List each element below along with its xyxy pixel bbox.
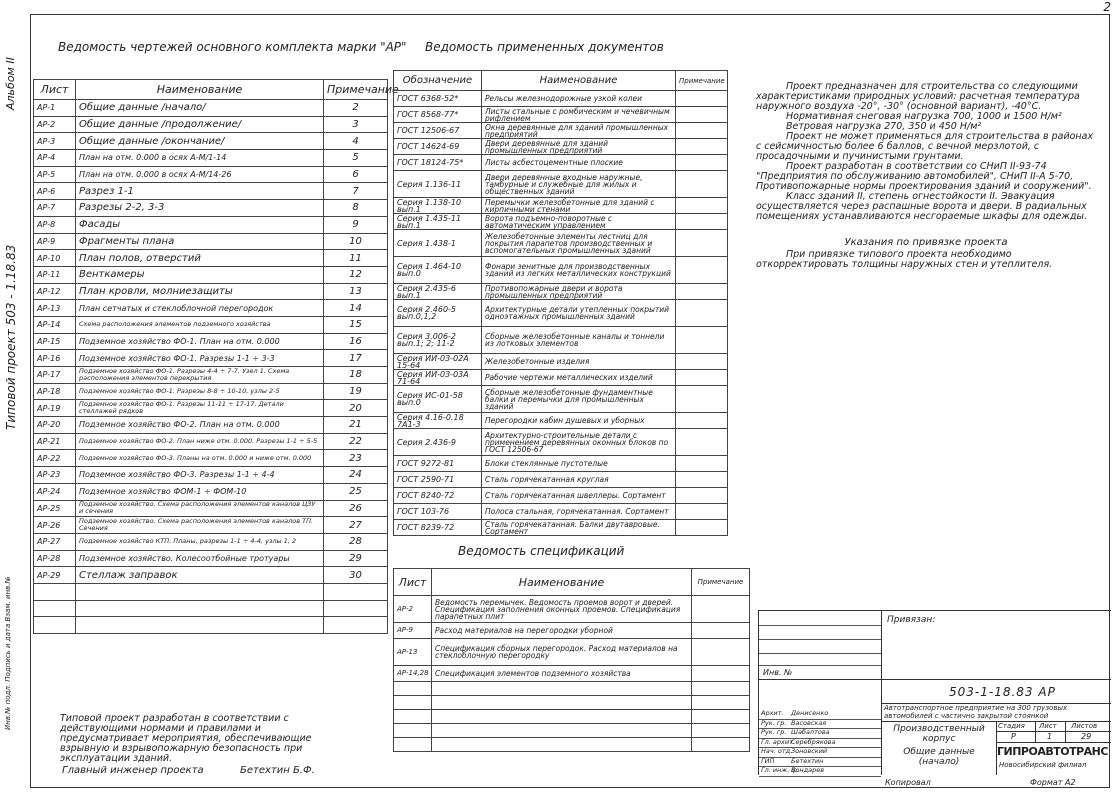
drawing-name: Подземное хозяйство ФО-1. Разрезы 4-4 ÷ 7-7. Узел 1. Схема расположения элементов перекрытия bbox=[76, 367, 324, 384]
drawing-note: 23 bbox=[324, 450, 388, 467]
drawing-sheet: АР-25 bbox=[34, 500, 76, 517]
drawing-sheet: АР-26 bbox=[34, 517, 76, 534]
drawing-name: Общие данные /начало/ bbox=[76, 100, 324, 117]
table-row bbox=[394, 386, 728, 413]
drawing-name: Подземное хозяйство ФО-3. Разрезы 1-1 ÷ 4-4 bbox=[76, 467, 324, 484]
doc-note bbox=[676, 456, 728, 472]
spec-name: Спецификация сборных перегородок. Расход материалов на стеклоблочную перегородку bbox=[432, 639, 692, 666]
doc-name: Железобетонные элементы лестниц для покрытия парапетов производственных и вспомогательных промышленных зданий bbox=[482, 230, 676, 257]
page-number: 2 bbox=[1103, 0, 1111, 14]
specs-table bbox=[393, 568, 750, 752]
doc-name: Фонари зенитные для производственных зданий из легких металлических конструкций bbox=[482, 257, 676, 284]
table-row bbox=[394, 429, 728, 456]
table-row bbox=[34, 400, 388, 417]
table-row bbox=[394, 230, 728, 257]
side-label-inventory: Инв.№ подл. Подпись и дата Взам. инв.№ bbox=[4, 576, 12, 730]
doc-name: Архитектурно-строительные детали с применением деревянных оконных блоков по ГОСТ 12506-67 bbox=[482, 429, 676, 456]
drawing-sheet: АР-9 bbox=[34, 233, 76, 250]
table-row bbox=[34, 216, 388, 233]
inv-label: Инв. № bbox=[763, 668, 793, 677]
table-row bbox=[34, 417, 388, 434]
spec-note bbox=[692, 666, 750, 682]
stage-value: Р bbox=[1011, 732, 1016, 741]
table-row bbox=[34, 166, 388, 183]
drawing-sheet: АР-23 bbox=[34, 467, 76, 484]
drawing-sheet: АР-28 bbox=[34, 550, 76, 567]
drawing-note: 28 bbox=[324, 533, 388, 550]
drawings-table bbox=[33, 79, 399, 634]
doc-code: Серия 1.464-10 вып.0 bbox=[394, 257, 482, 284]
doc-name: Сталь горячекатанная. Балки двутавровые. Сортамент bbox=[482, 520, 676, 536]
drawing-note: 3 bbox=[324, 116, 388, 133]
footer-note: Типовой проект разработан в соответствии с действующими нормами и правилами и предусматривает мероприятия, обеспечивающие взрывную и взрывопожарную безопасность при эксплуатации зданий. bbox=[60, 713, 312, 764]
table-row bbox=[34, 300, 388, 317]
drawing-sheet: АР-16 bbox=[34, 350, 76, 367]
chief-engineer-label: Главный инженер проекта bbox=[62, 765, 204, 776]
drawing-sheet: АР-4 bbox=[34, 150, 76, 167]
sheet-title: Общие данные (начало) bbox=[903, 747, 975, 767]
drawing-note: 29 bbox=[324, 550, 388, 567]
drawing-note: 13 bbox=[324, 283, 388, 300]
drawing-name: Общие данные /окончание/ bbox=[76, 133, 324, 150]
table-row bbox=[34, 383, 388, 400]
stamp-person: Бетехтин bbox=[791, 756, 824, 765]
stamp-role: Рук. гр. bbox=[761, 728, 787, 736]
drawing-name: Подземное хозяйство ФО-1. Разрезы 11-11 ÷ 17-17. Детали стеллажей рядков bbox=[76, 400, 324, 417]
copied-label: Копировал bbox=[885, 778, 931, 787]
documents-table bbox=[393, 70, 728, 536]
doc-name: Сборные железобетонные фундаментные балки и перемычки для промышленных зданий bbox=[482, 386, 676, 413]
doc-name: Листы стальные с ромбическим и чечевичным рифлением bbox=[482, 107, 676, 123]
note-paragraph: Ветровая нагрузка 270, 350 и 450 Н/м² bbox=[786, 121, 982, 132]
doc-note bbox=[676, 107, 728, 123]
table-row bbox=[394, 327, 728, 354]
note-paragraph: Класс зданий II, степень огнестойкости II. Эвакуация осуществляется через распашные ворота и двери. В радиальных помещениях устанавливаются несгораемые шкафы для одежды. bbox=[756, 191, 1088, 222]
table-row bbox=[34, 116, 388, 133]
table-row bbox=[394, 257, 728, 284]
documents-title: Ведомость примененных документов bbox=[425, 40, 664, 54]
table-row bbox=[394, 456, 728, 472]
drawing-name: Подземное хозяйство ФО-2. План ниже отм. 0.000. Разрезы 1-1 ÷ 5-5 bbox=[76, 433, 324, 450]
drawing-note: 4 bbox=[324, 133, 388, 150]
drawing-note: 16 bbox=[324, 333, 388, 350]
drawing-note: 30 bbox=[324, 567, 388, 584]
drawing-sheet: АР-2 bbox=[34, 116, 76, 133]
org-name: ГИПРОАВТОТРАНС bbox=[997, 745, 1108, 758]
doc-header-code: Обозначение bbox=[394, 71, 482, 91]
stamp-person: Васовская bbox=[791, 718, 827, 727]
table-row bbox=[394, 472, 728, 488]
drawing-sheet: АР-14 bbox=[34, 316, 76, 333]
doc-note bbox=[676, 488, 728, 504]
tied-label: Привязан: bbox=[887, 615, 936, 625]
specs-title: Ведомость спецификаций bbox=[458, 544, 625, 558]
doc-note bbox=[676, 472, 728, 488]
table-row bbox=[34, 316, 388, 333]
sheets-label: Листов bbox=[1071, 722, 1098, 730]
table-row bbox=[34, 433, 388, 450]
col-header-name: Наименование bbox=[76, 80, 324, 100]
drawing-sheet: АР-29 bbox=[34, 567, 76, 584]
building-name: Производственный корпус bbox=[893, 724, 985, 744]
table-row bbox=[394, 596, 750, 623]
drawing-name: Подземное хозяйство ФО-1. Разрезы 8-8 ÷ 10-10, узлы 2-5 bbox=[76, 383, 324, 400]
doc-name: Сталь горячекатанная круглая bbox=[482, 472, 676, 488]
col-header-sheet: Лист bbox=[34, 80, 76, 100]
drawing-name: План полов, отверстий bbox=[76, 250, 324, 267]
drawing-note: 9 bbox=[324, 216, 388, 233]
stamp-role: Рук. гр. bbox=[761, 718, 787, 727]
title-block bbox=[758, 610, 1111, 775]
table-row bbox=[34, 133, 388, 150]
table-row bbox=[394, 91, 728, 107]
table-row bbox=[394, 155, 728, 171]
drawing-name: План на отм. 0.000 в осях А-М/14-26 bbox=[76, 166, 324, 183]
doc-code: Серия 2.435-6 вып.1 bbox=[394, 284, 482, 300]
drawing-note: 11 bbox=[324, 250, 388, 267]
drawings-title: Ведомость чертежей основного комплекта марки "АР" bbox=[58, 40, 407, 54]
stamp-role: Гл. архит. bbox=[761, 737, 795, 746]
table-row bbox=[34, 500, 388, 517]
stamp-role: Нач. отд. bbox=[761, 747, 793, 755]
drawing-name: Фасады bbox=[76, 216, 324, 233]
table-row bbox=[34, 467, 388, 484]
table-row bbox=[34, 367, 388, 384]
doc-name: Сталь горячекатанная швеллеры. Сортамент bbox=[482, 488, 676, 504]
doc-name: Сборные железобетонные каналы и тоннели из лотковых элементов bbox=[482, 327, 676, 354]
drawing-note: 14 bbox=[324, 300, 388, 317]
spec-sheet: АР-9 bbox=[394, 623, 432, 639]
table-row bbox=[394, 504, 728, 520]
project-title: Автотранспортное предприятие на 300 грузовых автомобилей с частично закрытой стоянкой bbox=[884, 704, 1068, 720]
drawing-sheet: АР-21 bbox=[34, 433, 76, 450]
doc-note bbox=[676, 354, 728, 370]
table-row bbox=[34, 150, 388, 167]
drawing-sheet: АР-8 bbox=[34, 216, 76, 233]
drawing-sheet: АР-19 bbox=[34, 400, 76, 417]
note-paragraph: Проект разработан в соответствии со СНиП II-93-74 "Предприятия по обслуживанию автомобилей", СНиП II-А 5-70, Противопожарные нормы проектирования зданий и сооружений". bbox=[756, 161, 1092, 192]
drawing-note: 17 bbox=[324, 350, 388, 367]
drawing-name: Разрез 1-1 bbox=[76, 183, 324, 200]
drawing-name: Разрезы 2-2, 3-3 bbox=[76, 200, 324, 217]
drawing-note: 10 bbox=[324, 233, 388, 250]
doc-code: ГОСТ 9272-81 bbox=[394, 456, 482, 472]
doc-name: Полоса стальная, горячекатанная. Сортамент bbox=[482, 504, 676, 520]
table-row bbox=[34, 550, 388, 567]
note-paragraph: Проект предназначен для строительства со следующими характеристиками природных условий: расчетная температура наружного воздуха -20°, -30° (основной вариант), -40°С. bbox=[756, 81, 1080, 112]
drawing-name: Венткамеры bbox=[76, 266, 324, 283]
stamp-role: Архит. bbox=[761, 709, 784, 717]
spec-sheet: АР-13 bbox=[394, 639, 432, 666]
table-row bbox=[34, 483, 388, 500]
table-row bbox=[394, 520, 728, 536]
table-row bbox=[34, 350, 388, 367]
doc-code: ГОСТ 6368-52* bbox=[394, 91, 482, 107]
empty-row bbox=[394, 724, 750, 738]
drawing-name: Подземное хозяйство КТП. Планы, разрезы 1-1 ÷ 4-4, узлы 1, 2 bbox=[76, 533, 324, 550]
empty-row bbox=[34, 583, 388, 600]
drawing-note: 21 bbox=[324, 417, 388, 434]
drawing-note: 6 bbox=[324, 166, 388, 183]
table-row bbox=[34, 450, 388, 467]
doc-code: ГОСТ 8239-72 bbox=[394, 520, 482, 536]
stamp-person: Денисенко bbox=[791, 709, 829, 717]
doc-code: Серия ИИ-03-02А 15-64 bbox=[394, 354, 482, 370]
spec-name: Спецификация элементов подземного хозяйства bbox=[432, 666, 692, 682]
doc-code: ГОСТ 103-76 bbox=[394, 504, 482, 520]
doc-code: Серия 4.16-0.18 7А1-3 bbox=[394, 413, 482, 429]
drawing-sheet: АР-11 bbox=[34, 266, 76, 283]
drawing-name: Подземное хозяйство ФО-3. Планы на отм. 0.000 и ниже отм. 0.000 bbox=[76, 450, 324, 467]
spec-sheet: АР-2 bbox=[394, 596, 432, 623]
drawing-sheet: АР-18 bbox=[34, 383, 76, 400]
drawing-name: План кровли, молниезащиты bbox=[76, 283, 324, 300]
drawing-name: Подземное хозяйство ФО-1. План на отм. 0.000 bbox=[76, 333, 324, 350]
notes-block bbox=[756, 82, 1096, 270]
doc-name: Рельсы железнодорожные узкой колеи bbox=[482, 91, 676, 107]
doc-code: Серия 1.136-11 bbox=[394, 171, 482, 198]
doc-note bbox=[676, 198, 728, 214]
drawing-sheet: АР-3 bbox=[34, 133, 76, 150]
spec-note bbox=[692, 623, 750, 639]
doc-code: Серия 2.436-9 bbox=[394, 429, 482, 456]
sheet-value: 1 bbox=[1047, 732, 1053, 741]
doc-name: Железобетонные изделия bbox=[482, 354, 676, 370]
doc-note bbox=[676, 214, 728, 230]
table-row bbox=[394, 370, 728, 386]
sheets-value: 29 bbox=[1081, 732, 1092, 741]
empty-row bbox=[394, 682, 750, 696]
doc-name: Двери деревянные для зданий промышленных предприятий bbox=[482, 139, 676, 155]
doc-code: Серия 2.460-5 вып.0,1,2 bbox=[394, 300, 482, 327]
table-row bbox=[394, 171, 728, 198]
table-row bbox=[394, 198, 728, 214]
doc-code: ГОСТ 2590-71 bbox=[394, 472, 482, 488]
doc-name: Рабочие чертежи металлических изделий bbox=[482, 370, 676, 386]
empty-row bbox=[394, 710, 750, 724]
doc-code: Серия 3.006-2 вып.1; 2; 11-2 bbox=[394, 327, 482, 354]
drawing-name: Фрагменты плана bbox=[76, 233, 324, 250]
doc-header-note: Примечание bbox=[676, 71, 728, 91]
drawing-sheet: АР-1 bbox=[34, 100, 76, 117]
table-row bbox=[34, 233, 388, 250]
table-row bbox=[34, 517, 388, 534]
empty-row bbox=[394, 738, 750, 752]
doc-name: Перегородки кабин душевых и уборных bbox=[482, 413, 676, 429]
sheet-label: Лист bbox=[1039, 722, 1057, 730]
side-label-album: Альбом II bbox=[4, 57, 17, 110]
drawing-note: 25 bbox=[324, 483, 388, 500]
doc-code: ГОСТ 12506-67 bbox=[394, 123, 482, 139]
drawing-note: 24 bbox=[324, 467, 388, 484]
table-row bbox=[394, 666, 750, 682]
doc-note bbox=[676, 327, 728, 354]
table-row bbox=[34, 183, 388, 200]
doc-note bbox=[676, 370, 728, 386]
doc-name: Противопожарные двери и ворота промышленных предприятий bbox=[482, 284, 676, 300]
format-label: Формат А2 bbox=[1030, 778, 1076, 787]
drawing-name: Подземное хозяйство ФОМ-1 ÷ ФОМ-10 bbox=[76, 483, 324, 500]
spec-header-note: Примечание bbox=[692, 569, 750, 596]
table-row bbox=[34, 100, 388, 117]
drawing-name: Общие данные /продолжение/ bbox=[76, 116, 324, 133]
drawing-name: Подземное хозяйство. Схема расположения элементов каналов ТП. Сечения bbox=[76, 517, 324, 534]
drawing-sheet: АР-24 bbox=[34, 483, 76, 500]
stamp-person: Зоновский bbox=[791, 747, 828, 755]
table-row bbox=[394, 354, 728, 370]
org-branch: Новосибирский филиал bbox=[999, 761, 1087, 769]
drawing-sheet: АР-17 bbox=[34, 367, 76, 384]
drawing-name: Подземное хозяйство ФО-2. План на отм. 0.000 bbox=[76, 417, 324, 434]
binding-title: Указания по привязке проекта bbox=[844, 237, 1008, 248]
drawing-name: Схема расположения элементов подземного хозяйства bbox=[76, 316, 324, 333]
doc-note bbox=[676, 155, 728, 171]
project-code: 503-1-18.83 АР bbox=[949, 685, 1056, 699]
drawing-note: 8 bbox=[324, 200, 388, 217]
doc-code: ГОСТ 8240-72 bbox=[394, 488, 482, 504]
drawing-sheet: АР-13 bbox=[34, 300, 76, 317]
doc-name: Окна деревянные для зданий промышленных предприятий bbox=[482, 123, 676, 139]
drawing-name: Подземное хозяйство ФО-1. Разрезы 1-1 ÷ 3-3 bbox=[76, 350, 324, 367]
drawing-note: 7 bbox=[324, 183, 388, 200]
drawing-note: 22 bbox=[324, 433, 388, 450]
note-paragraph: Нормативная снеговая нагрузка 700, 1000 и 1500 Н/м² bbox=[786, 111, 1062, 122]
doc-name: Ворота подъемно-поворотные с автоматическим управлением bbox=[482, 214, 676, 230]
table-row bbox=[34, 266, 388, 283]
doc-header-name: Наименование bbox=[482, 71, 676, 91]
doc-note bbox=[676, 257, 728, 284]
spec-header-name: Наименование bbox=[432, 569, 692, 596]
table-row bbox=[394, 639, 750, 666]
doc-note bbox=[676, 139, 728, 155]
table-row bbox=[394, 488, 728, 504]
drawing-sheet: АР-27 bbox=[34, 533, 76, 550]
table-row bbox=[34, 567, 388, 584]
doc-code: ГОСТ 14624-69 bbox=[394, 139, 482, 155]
doc-note bbox=[676, 171, 728, 198]
stamp-role-row bbox=[759, 766, 881, 777]
spec-note bbox=[692, 639, 750, 666]
spec-name: Ведомость перемычек. Ведомость проемов ворот и дверей. Спецификация заполнения оконных проемов. Спецификация парапетных плит bbox=[432, 596, 692, 623]
drawing-note: 20 bbox=[324, 400, 388, 417]
chief-engineer-name: Бетехтин Б.Ф. bbox=[240, 765, 315, 776]
empty-row bbox=[34, 600, 388, 617]
stamp-person: Серебрякова bbox=[791, 737, 836, 746]
table-row bbox=[394, 214, 728, 230]
table-row bbox=[394, 300, 728, 327]
table-row bbox=[34, 283, 388, 300]
doc-code: Серия 1.138-10 вып.1 bbox=[394, 198, 482, 214]
spec-name: Расход материалов на перегородки уборной bbox=[432, 623, 692, 639]
drawing-note: 12 bbox=[324, 266, 388, 283]
drawing-note: 26 bbox=[324, 500, 388, 517]
table-row bbox=[34, 333, 388, 350]
doc-code: Серия ИИ-03-03А 71-64 bbox=[394, 370, 482, 386]
doc-code: Серия 1.438-1 bbox=[394, 230, 482, 257]
doc-code: ГОСТ 8568-77* bbox=[394, 107, 482, 123]
note-paragraph: Проект не может применяться для строительства в районах с сейсмичностью более 6 баллов, с вечной мерзлотой, с просадочными и пучинистыми грунтами. bbox=[756, 131, 1094, 162]
drawing-name: Стеллаж заправок bbox=[76, 567, 324, 584]
spec-header-sheet: Лист bbox=[394, 569, 432, 596]
stamp-person: Шабалтова bbox=[791, 728, 830, 736]
doc-note bbox=[676, 284, 728, 300]
doc-note bbox=[676, 520, 728, 536]
drawing-note: 27 bbox=[324, 517, 388, 534]
doc-name: Блоки стеклянные пустотелые bbox=[482, 456, 676, 472]
doc-note bbox=[676, 504, 728, 520]
drawing-note: 19 bbox=[324, 383, 388, 400]
stamp-person: Бондарев bbox=[791, 766, 825, 774]
empty-row bbox=[34, 617, 388, 634]
table-row bbox=[394, 413, 728, 429]
doc-name: Листы асбестоцементные плоские bbox=[482, 155, 676, 171]
drawing-note: 18 bbox=[324, 367, 388, 384]
table-row bbox=[34, 533, 388, 550]
doc-note bbox=[676, 230, 728, 257]
spec-sheet: АР-14,28 bbox=[394, 666, 432, 682]
drawing-name: План сетчатых и стеклоблочной перегородок bbox=[76, 300, 324, 317]
doc-code: Серия ИС-01-58 вып.0 bbox=[394, 386, 482, 413]
doc-note bbox=[676, 429, 728, 456]
drawing-note: 15 bbox=[324, 316, 388, 333]
drawing-name: План на отм. 0.000 в осях А-М/1-14 bbox=[76, 150, 324, 167]
drawing-sheet: АР-10 bbox=[34, 250, 76, 267]
col-header-note: Примечание bbox=[324, 80, 388, 100]
binding-text: При привязке типового проекта необходимо откорректировать толщины наружных стен и утеплителя. bbox=[756, 249, 1053, 270]
table-row bbox=[394, 139, 728, 155]
drawing-sheet: АР-6 bbox=[34, 183, 76, 200]
doc-note bbox=[676, 413, 728, 429]
doc-note bbox=[676, 91, 728, 107]
drawing-sheet: АР-7 bbox=[34, 200, 76, 217]
stamp-role: ГИП bbox=[761, 756, 775, 765]
drawing-name: Подземное хозяйство. Колесоотбойные тротуары bbox=[76, 550, 324, 567]
empty-row bbox=[394, 696, 750, 710]
stamp-role: Гл. инж. ф. bbox=[761, 766, 799, 774]
spec-note bbox=[692, 596, 750, 623]
drawing-sheet: АР-5 bbox=[34, 166, 76, 183]
doc-note bbox=[676, 386, 728, 413]
drawing-sheet: АР-20 bbox=[34, 417, 76, 434]
drawing-sheet: АР-12 bbox=[34, 283, 76, 300]
drawing-name: Подземное хозяйство. Схема расположения элементов каналов ЦЗУ и сечения bbox=[76, 500, 324, 517]
doc-note bbox=[676, 123, 728, 139]
doc-code: ГОСТ 18124-75* bbox=[394, 155, 482, 171]
table-row bbox=[394, 623, 750, 639]
drawing-note: 5 bbox=[324, 150, 388, 167]
table-row bbox=[34, 200, 388, 217]
table-row bbox=[394, 123, 728, 139]
doc-code: Серия 1.435-11 вып.1 bbox=[394, 214, 482, 230]
doc-note bbox=[676, 300, 728, 327]
doc-name: Архитектурные детали утепленных покрытий одноэтажных промышленных зданий bbox=[482, 300, 676, 327]
table-row bbox=[394, 107, 728, 123]
table-row bbox=[394, 284, 728, 300]
stage-label: Стадия bbox=[998, 722, 1025, 730]
side-strip bbox=[2, 30, 26, 730]
drawing-note: 2 bbox=[324, 100, 388, 117]
doc-name: Перемычки железобетонные для зданий с кирпичными стенами bbox=[482, 198, 676, 214]
table-row bbox=[34, 250, 388, 267]
drawing-sheet: АР-15 bbox=[34, 333, 76, 350]
side-label-project: Типовой проект 503 - 1.18.83 bbox=[4, 244, 18, 430]
drawing-sheet: АР-22 bbox=[34, 450, 76, 467]
doc-name: Двери деревянные входные наружные, тамбурные и служебные для жилых и общественных зданий bbox=[482, 171, 676, 198]
